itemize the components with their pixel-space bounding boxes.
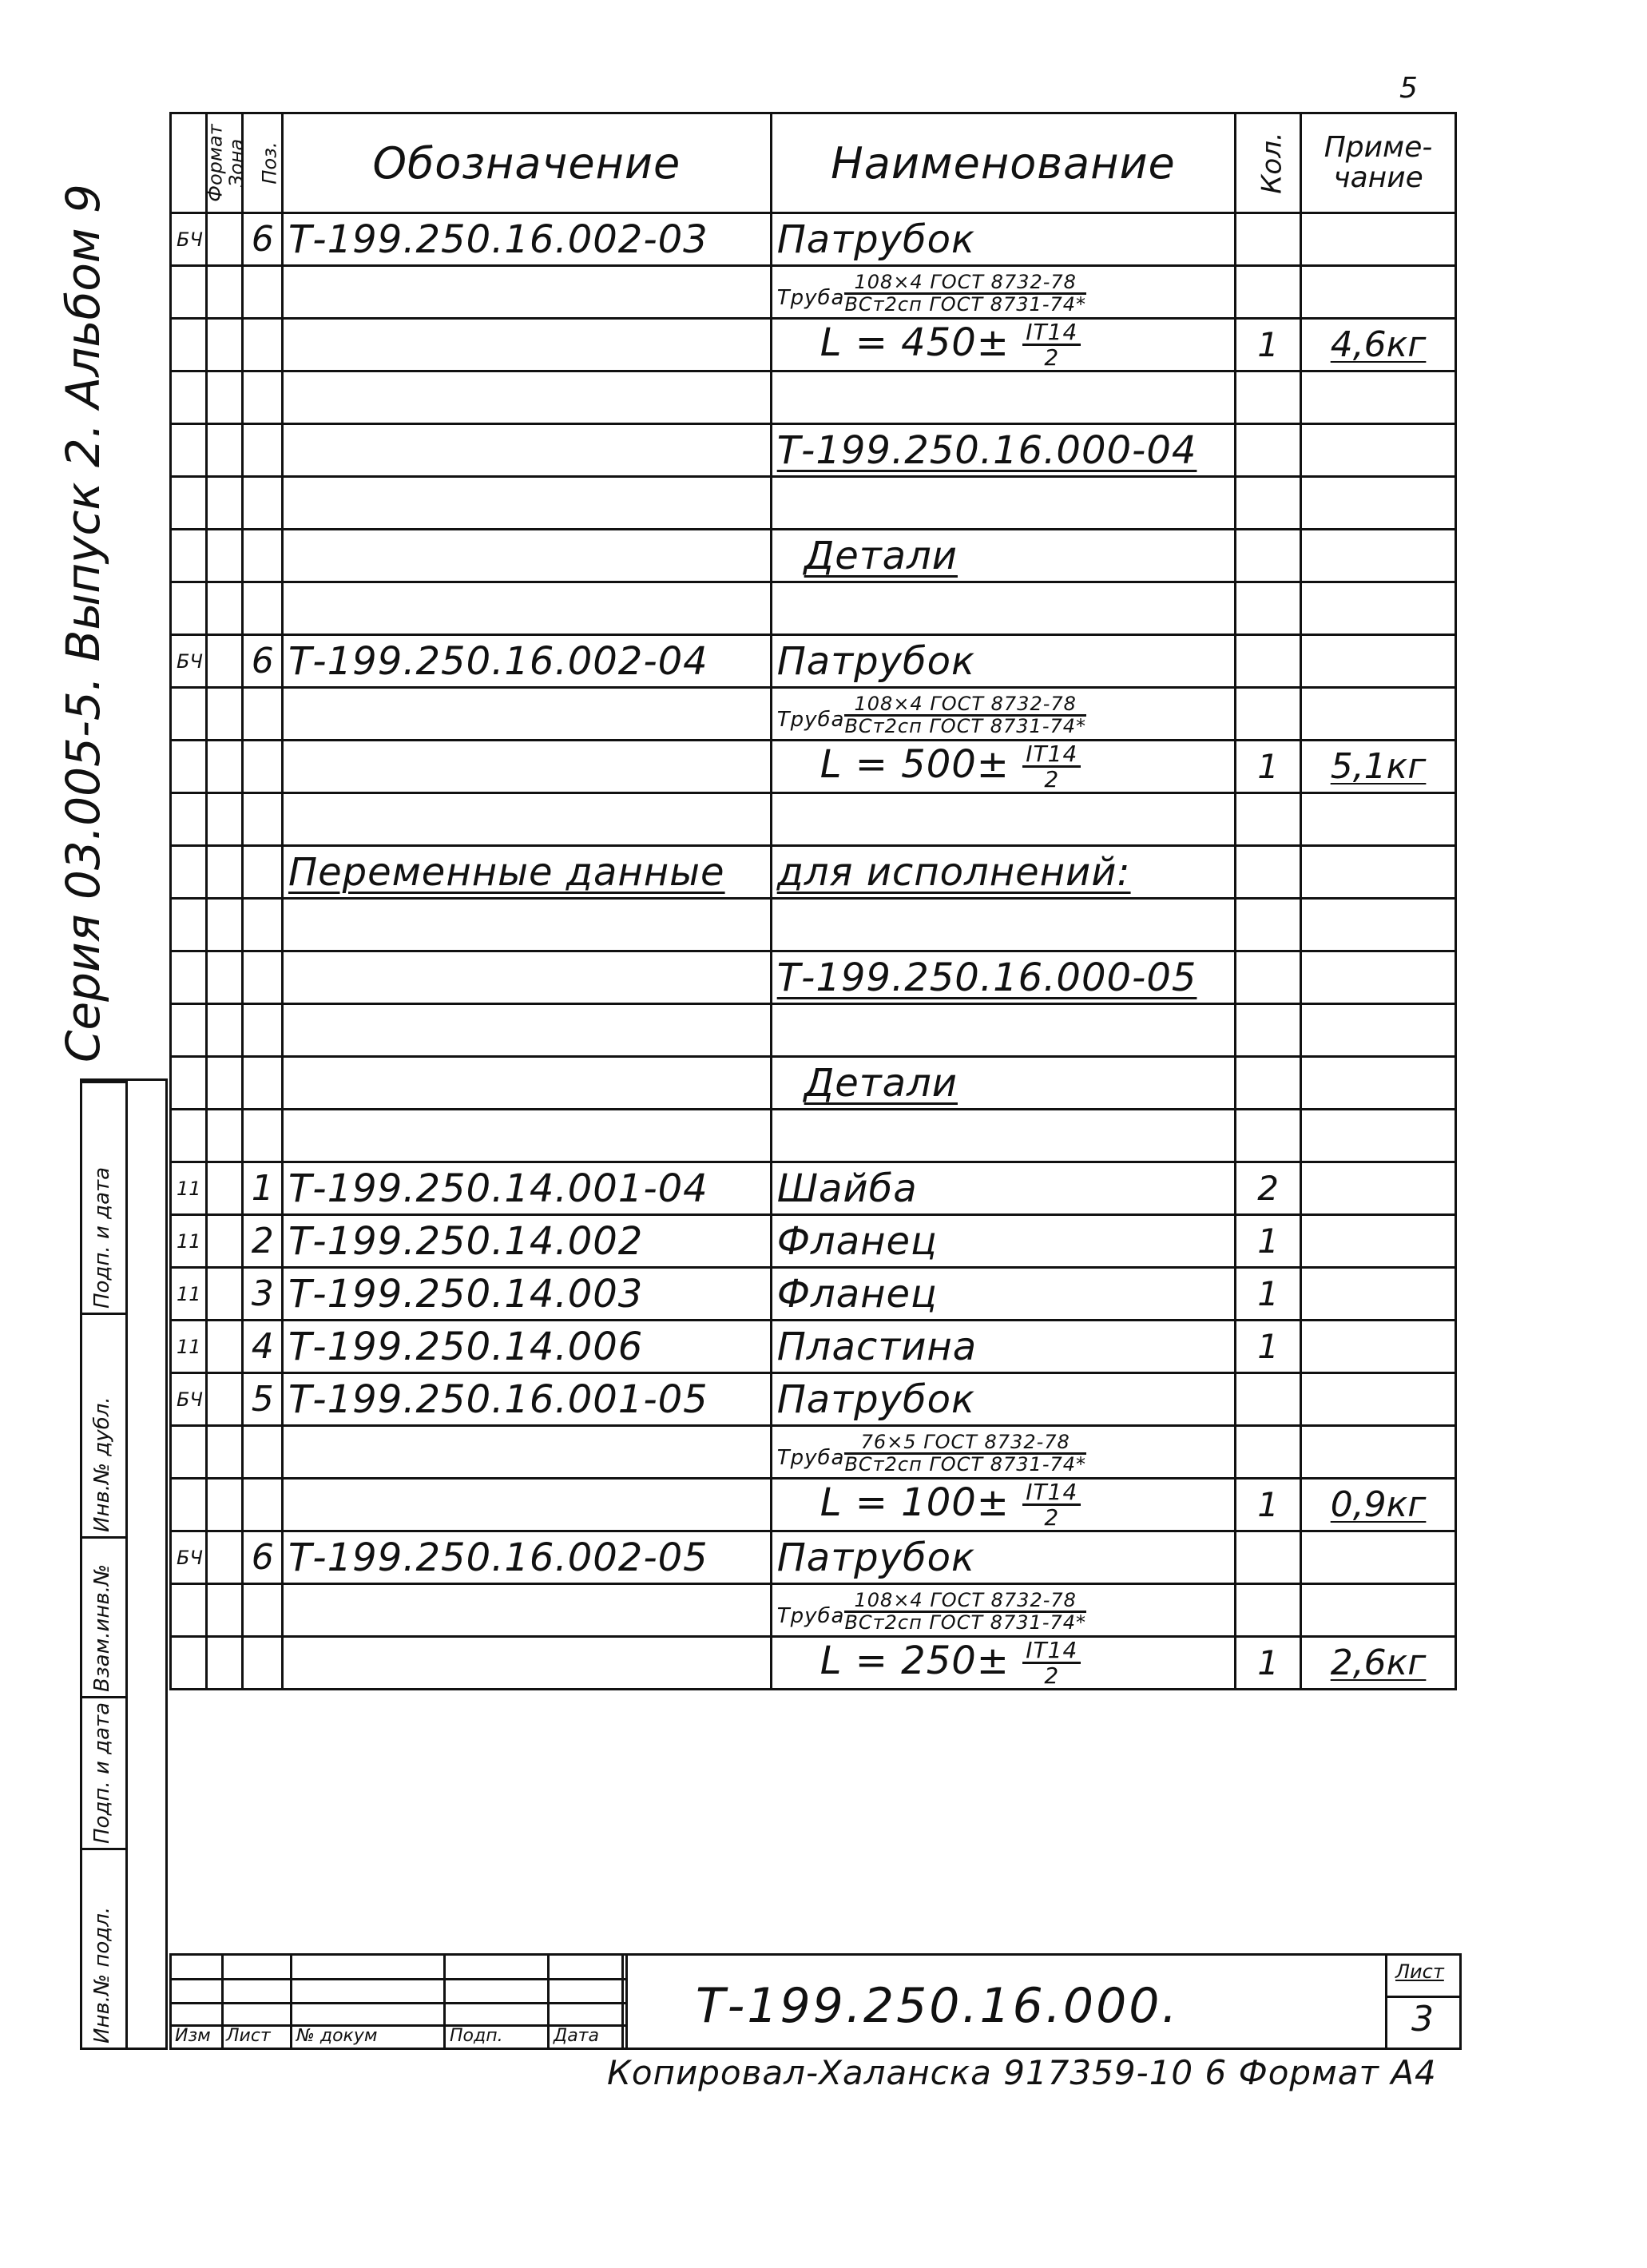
- zone-cell: [207, 213, 243, 266]
- zone-cell: [207, 1321, 243, 1373]
- table-row: [171, 951, 1456, 1004]
- zone-cell: [207, 688, 243, 741]
- pipe-label: Труба: [776, 1603, 845, 1628]
- format-cell: БЧ: [171, 1373, 207, 1426]
- series-text: Серия 03.005-5. Выпуск 2. Альбом 9: [56, 184, 110, 1063]
- format-cell: 11: [171, 1321, 207, 1373]
- zone-cell: [207, 1637, 243, 1690]
- quantity-cell: [1236, 951, 1301, 1004]
- designation-cell: [282, 582, 771, 635]
- designation-cell: [282, 371, 771, 424]
- zone-cell: [207, 1479, 243, 1531]
- format-cell: [171, 688, 207, 741]
- designation-cell: [282, 1004, 771, 1057]
- format-cell: БЧ: [171, 213, 207, 266]
- rev-col-list: Лист: [226, 2026, 271, 2046]
- title-block: [169, 1953, 1457, 2045]
- position-cell: 6: [243, 1531, 283, 1584]
- table-row: [171, 1057, 1456, 1110]
- quantity-cell: [1236, 1584, 1301, 1637]
- note-cell: [1301, 793, 1456, 846]
- zone-cell: [207, 1004, 243, 1057]
- position-cell: [243, 582, 283, 635]
- pipe-label: Труба: [776, 285, 845, 310]
- note-cell: [1301, 1162, 1456, 1215]
- position-cell: [243, 371, 283, 424]
- name-cell: Пластина: [771, 1321, 1236, 1373]
- designation-cell: [282, 1584, 771, 1637]
- revision-grid: [169, 1953, 628, 2050]
- note-cell: [1301, 213, 1456, 266]
- quantity-cell: [1236, 582, 1301, 635]
- note-cell: [1301, 1057, 1456, 1110]
- quantity-cell: [1236, 899, 1301, 951]
- sheet-number: 3: [1411, 1999, 1434, 2040]
- table-row: [171, 530, 1456, 582]
- rev-col-izm: Изм: [175, 2026, 211, 2046]
- note-cell: [1301, 1321, 1456, 1373]
- rev-col-doc: № докум: [296, 2026, 378, 2046]
- name-cell: [771, 1426, 1236, 1479]
- table-row: [171, 899, 1456, 951]
- position-cell: [243, 1637, 283, 1690]
- pipe-size: 108×4 ГОСТ 8732-78: [844, 272, 1086, 295]
- name-cell: Патрубок: [771, 1373, 1236, 1426]
- header-designation: Обозначение: [282, 113, 771, 213]
- table-row: [171, 1373, 1456, 1426]
- zone-cell: [207, 1373, 243, 1426]
- note-cell: [1301, 266, 1456, 319]
- stamp-label-inv-dubl: Инв.№ дубл.: [90, 1396, 114, 1532]
- length-value: L = 450±: [820, 320, 1010, 365]
- sheet-box: [1385, 1956, 1459, 2048]
- designation-cell: [282, 266, 771, 319]
- rev-col-date: Дата: [554, 2026, 599, 2046]
- zone-cell: [207, 266, 243, 319]
- quantity-cell: [1236, 371, 1301, 424]
- table-row: [171, 582, 1456, 635]
- position-cell: [243, 477, 283, 530]
- note-cell: [1301, 635, 1456, 688]
- quantity-cell: 2: [1236, 1162, 1301, 1215]
- copy-footer: Копировал-Халанска 917359-10 6 Формат А4: [607, 2053, 1437, 2092]
- name-cell: Т-199.250.16.000-04: [771, 424, 1236, 477]
- format-cell: [171, 1004, 207, 1057]
- pipe-material: ВСт2сп ГОСТ 8731-74*: [844, 1453, 1087, 1476]
- name-cell: Патрубок: [771, 213, 1236, 266]
- table-row: [171, 793, 1456, 846]
- name-cell: [771, 793, 1236, 846]
- zone-cell: [207, 477, 243, 530]
- note-cell: 5,1кг: [1301, 741, 1456, 793]
- name-cell: [771, 1584, 1236, 1637]
- tolerance-fraction: [1022, 1480, 1081, 1530]
- format-cell: 11: [171, 1162, 207, 1215]
- name-cell: [771, 266, 1236, 319]
- quantity-cell: [1236, 688, 1301, 741]
- name-cell: [771, 741, 1236, 793]
- name-cell: для исполнений:: [771, 846, 1236, 899]
- pipe-material: ВСт2сп ГОСТ 8731-74*: [844, 1611, 1087, 1634]
- pipe-spec: [844, 694, 1086, 737]
- format-cell: [171, 846, 207, 899]
- note-cell: [1301, 424, 1456, 477]
- quantity-cell: 1: [1236, 1637, 1301, 1690]
- tolerance-fraction: [1022, 1638, 1081, 1688]
- designation-cell: [282, 1057, 771, 1110]
- zone-cell: [207, 424, 243, 477]
- zone-cell: [207, 793, 243, 846]
- designation-cell: [282, 741, 771, 793]
- zone-cell: [207, 1057, 243, 1110]
- header-zone: Зона: [207, 113, 243, 213]
- tolerance-den: 2: [1044, 766, 1060, 793]
- header-qty: Кол.: [1236, 113, 1301, 213]
- name-cell: [771, 477, 1236, 530]
- quantity-cell: [1236, 1373, 1301, 1426]
- position-cell: [243, 1426, 283, 1479]
- note-cell: 4,6кг: [1301, 319, 1456, 371]
- zone-cell: [207, 582, 243, 635]
- stamp-label-inv-podl: Инв.№ подл.: [90, 1906, 114, 2044]
- position-cell: [243, 846, 283, 899]
- table-row: [171, 1004, 1456, 1057]
- designation-cell: Т-199.250.14.006: [282, 1321, 771, 1373]
- note-cell: [1301, 1268, 1456, 1321]
- tolerance-fraction: [1022, 742, 1081, 792]
- zone-cell: [207, 899, 243, 951]
- note-cell: [1301, 477, 1456, 530]
- position-cell: [243, 1110, 283, 1162]
- quantity-cell: [1236, 530, 1301, 582]
- format-cell: [171, 582, 207, 635]
- note-cell: [1301, 371, 1456, 424]
- name-cell: [771, 1637, 1236, 1690]
- table-row: [171, 1321, 1456, 1373]
- note-cell: [1301, 951, 1456, 1004]
- table-row: [171, 688, 1456, 741]
- format-cell: [171, 951, 207, 1004]
- sheet-label: Лист: [1395, 1960, 1444, 1983]
- designation-cell: [282, 1426, 771, 1479]
- table-row: [171, 1479, 1456, 1531]
- format-cell: [171, 1479, 207, 1531]
- tolerance-num: IT14: [1022, 320, 1081, 346]
- table-row: [171, 1215, 1456, 1268]
- table-row: [171, 846, 1456, 899]
- quantity-cell: [1236, 635, 1301, 688]
- designation-cell: [282, 899, 771, 951]
- zone-cell: [207, 1531, 243, 1584]
- zone-cell: [207, 1584, 243, 1637]
- note-cell: [1301, 688, 1456, 741]
- name-cell: [771, 688, 1236, 741]
- quantity-cell: 1: [1236, 1479, 1301, 1531]
- note-cell: [1301, 1373, 1456, 1426]
- position-cell: 5: [243, 1373, 283, 1426]
- designation-cell: [282, 793, 771, 846]
- format-cell: [171, 741, 207, 793]
- quantity-cell: [1236, 266, 1301, 319]
- title-main: [621, 1953, 1462, 2050]
- designation-cell: Переменные данные: [282, 846, 771, 899]
- format-cell: [171, 1426, 207, 1479]
- designation-cell: Т-199.250.14.001-04: [282, 1162, 771, 1215]
- zone-cell: [207, 1110, 243, 1162]
- pipe-spec: [844, 1432, 1086, 1475]
- position-cell: [243, 424, 283, 477]
- designation-cell: Т-199.250.14.002: [282, 1215, 771, 1268]
- position-cell: [243, 1584, 283, 1637]
- name-cell: Фланец: [771, 1268, 1236, 1321]
- quantity-cell: [1236, 1426, 1301, 1479]
- note-cell: [1301, 899, 1456, 951]
- format-cell: [171, 477, 207, 530]
- format-cell: [171, 1584, 207, 1637]
- quantity-cell: [1236, 213, 1301, 266]
- position-cell: [243, 1004, 283, 1057]
- zone-cell: [207, 846, 243, 899]
- position-cell: [243, 741, 283, 793]
- designation-cell: Т-199.250.16.002-05: [282, 1531, 771, 1584]
- header-name: Наименование: [771, 113, 1236, 213]
- note-cell: [1301, 1215, 1456, 1268]
- note-cell: [1301, 1110, 1456, 1162]
- format-cell: [171, 424, 207, 477]
- designation-cell: Т-199.250.14.003: [282, 1268, 771, 1321]
- name-cell: [771, 319, 1236, 371]
- specification-table: [169, 112, 1457, 1690]
- format-cell: [171, 793, 207, 846]
- specification-body: [171, 213, 1456, 1690]
- header-note: Приме- чание: [1301, 113, 1456, 213]
- name-cell: [771, 1110, 1236, 1162]
- zone-cell: [207, 530, 243, 582]
- quantity-cell: 1: [1236, 1215, 1301, 1268]
- table-row: [171, 1531, 1456, 1584]
- name-cell: [771, 1479, 1236, 1531]
- format-cell: [171, 266, 207, 319]
- position-cell: 2: [243, 1215, 283, 1268]
- table-row: [171, 266, 1456, 319]
- quantity-cell: 1: [1236, 741, 1301, 793]
- table-row: [171, 1637, 1456, 1690]
- rev-col-sign: Подп.: [450, 2026, 503, 2046]
- designation-cell: [282, 477, 771, 530]
- table-header-row: [171, 113, 1456, 213]
- designation-cell: [282, 951, 771, 1004]
- length-value: L = 500±: [820, 741, 1010, 787]
- designation-cell: [282, 530, 771, 582]
- zone-cell: [207, 1162, 243, 1215]
- name-cell: Патрубок: [771, 1531, 1236, 1584]
- format-cell: БЧ: [171, 635, 207, 688]
- pipe-size: 108×4 ГОСТ 8732-78: [844, 1591, 1086, 1613]
- designation-cell: [282, 688, 771, 741]
- tolerance-num: IT14: [1022, 742, 1081, 768]
- designation-cell: Т-199.250.16.001-05: [282, 1373, 771, 1426]
- table-row: [171, 635, 1456, 688]
- name-cell: [771, 371, 1236, 424]
- pipe-spec: [844, 272, 1086, 315]
- name-cell: Детали: [771, 1057, 1236, 1110]
- designation-cell: [282, 1110, 771, 1162]
- zone-cell: [207, 951, 243, 1004]
- stamp-label-podp-data-1: Подп. и дата: [90, 1702, 114, 1844]
- zone-cell: [207, 1268, 243, 1321]
- length-value: L = 250±: [820, 1638, 1010, 1683]
- position-cell: [243, 530, 283, 582]
- pipe-size: 76×5 ГОСТ 8732-78: [844, 1432, 1086, 1455]
- position-cell: 6: [243, 635, 283, 688]
- position-cell: 6: [243, 213, 283, 266]
- note-cell: [1301, 846, 1456, 899]
- name-cell: Патрубок: [771, 635, 1236, 688]
- designation-cell: [282, 319, 771, 371]
- page-mark: 5: [1399, 72, 1418, 105]
- designation-cell: [282, 424, 771, 477]
- pipe-material: ВСт2сп ГОСТ 8731-74*: [844, 293, 1087, 316]
- pipe-size: 108×4 ГОСТ 8732-78: [844, 694, 1086, 717]
- table-row: [171, 424, 1456, 477]
- position-cell: [243, 266, 283, 319]
- quantity-cell: [1236, 793, 1301, 846]
- table-row: [171, 213, 1456, 266]
- zone-cell: [207, 1426, 243, 1479]
- note-cell: [1301, 530, 1456, 582]
- document-code: Т-199.250.16.000.: [696, 1978, 1180, 2034]
- format-cell: [171, 530, 207, 582]
- note-cell: [1301, 1584, 1456, 1637]
- pipe-spec: [844, 1588, 1087, 1634]
- position-cell: [243, 793, 283, 846]
- tolerance-num: IT14: [1022, 1480, 1081, 1506]
- quantity-cell: 1: [1236, 1268, 1301, 1321]
- tolerance-fraction: [1022, 320, 1081, 370]
- zone-cell: [207, 635, 243, 688]
- approval-stamp: [80, 1078, 168, 2050]
- header-pos: Поз.: [243, 113, 283, 213]
- format-cell: [171, 319, 207, 371]
- tolerance-den: 2: [1044, 1662, 1060, 1690]
- note-cell: 0,9кг: [1301, 1479, 1456, 1531]
- designation-cell: [282, 1479, 771, 1531]
- quantity-cell: [1236, 1004, 1301, 1057]
- stamp-label-vzam-inv: Взам.инв.№: [90, 1564, 114, 1692]
- format-cell: БЧ: [171, 1531, 207, 1584]
- name-cell: Детали: [771, 530, 1236, 582]
- position-cell: 3: [243, 1268, 283, 1321]
- tolerance-num: IT14: [1022, 1638, 1081, 1664]
- table-row: [171, 1426, 1456, 1479]
- format-cell: [171, 899, 207, 951]
- name-cell: [771, 582, 1236, 635]
- pipe-label: Труба: [776, 1445, 845, 1470]
- format-cell: [171, 1637, 207, 1690]
- tolerance-den: 2: [1044, 344, 1060, 371]
- note-cell: [1301, 582, 1456, 635]
- name-cell: Фланец: [771, 1215, 1236, 1268]
- stamp-label-podp-data-2: Подп. и дата: [90, 1166, 114, 1309]
- header-format: Формат: [171, 113, 207, 213]
- table-row: [171, 1268, 1456, 1321]
- table-row: [171, 1110, 1456, 1162]
- format-cell: [171, 1110, 207, 1162]
- name-cell: Т-199.250.16.000-05: [771, 951, 1236, 1004]
- quantity-cell: 1: [1236, 319, 1301, 371]
- format-cell: [171, 371, 207, 424]
- zone-cell: [207, 741, 243, 793]
- name-cell: Шайба: [771, 1162, 1236, 1215]
- quantity-cell: [1236, 424, 1301, 477]
- note-cell: 2,6кг: [1301, 1637, 1456, 1690]
- note-cell: [1301, 1426, 1456, 1479]
- position-cell: [243, 1057, 283, 1110]
- name-cell: [771, 1004, 1236, 1057]
- position-cell: [243, 688, 283, 741]
- position-cell: 4: [243, 1321, 283, 1373]
- table-row: [171, 371, 1456, 424]
- quantity-cell: [1236, 1531, 1301, 1584]
- format-cell: [171, 1057, 207, 1110]
- name-cell: [771, 899, 1236, 951]
- length-value: L = 100±: [820, 1480, 1010, 1525]
- quantity-cell: [1236, 1110, 1301, 1162]
- designation-cell: Т-199.250.16.002-04: [282, 635, 771, 688]
- table-row: [171, 1162, 1456, 1215]
- zone-cell: [207, 371, 243, 424]
- position-cell: [243, 951, 283, 1004]
- note-cell: [1301, 1531, 1456, 1584]
- position-cell: [243, 899, 283, 951]
- pipe-material: ВСт2сп ГОСТ 8731-74*: [844, 715, 1087, 738]
- position-cell: [243, 319, 283, 371]
- quantity-cell: 1: [1236, 1321, 1301, 1373]
- designation-cell: [282, 1637, 771, 1690]
- table-row: [171, 319, 1456, 371]
- zone-cell: [207, 319, 243, 371]
- format-cell: 11: [171, 1268, 207, 1321]
- zone-cell: [207, 1215, 243, 1268]
- table-row: [171, 1584, 1456, 1637]
- quantity-cell: [1236, 477, 1301, 530]
- position-cell: [243, 1479, 283, 1531]
- quantity-cell: [1236, 1057, 1301, 1110]
- table-row: [171, 741, 1456, 793]
- table-row: [171, 477, 1456, 530]
- quantity-cell: [1236, 846, 1301, 899]
- tolerance-den: 2: [1044, 1504, 1060, 1531]
- position-cell: 1: [243, 1162, 283, 1215]
- pipe-label: Труба: [776, 707, 845, 732]
- note-cell: [1301, 1004, 1456, 1057]
- designation-cell: Т-199.250.16.002-03: [282, 213, 771, 266]
- format-cell: 11: [171, 1215, 207, 1268]
